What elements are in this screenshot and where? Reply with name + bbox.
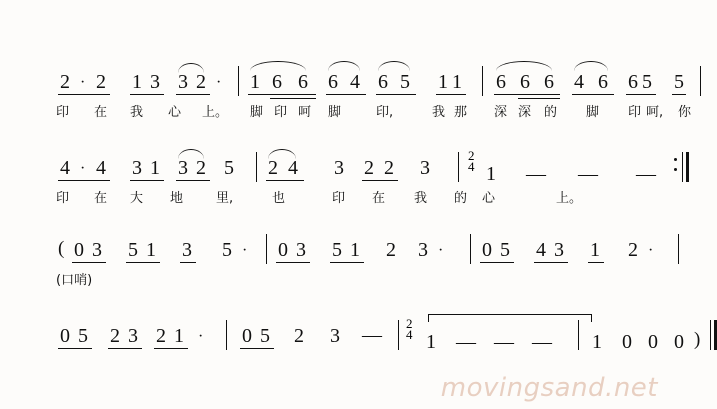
note: 2: [196, 157, 206, 179]
beam-underline: [588, 262, 604, 263]
note: 5: [332, 239, 342, 261]
note: 3: [150, 71, 160, 93]
note: 1: [590, 239, 600, 261]
note: 5: [642, 71, 652, 93]
time-signature: [468, 150, 475, 172]
note: 1: [426, 331, 436, 353]
barline: [238, 66, 239, 96]
note: 1: [592, 331, 602, 353]
note: 0: [482, 239, 492, 261]
lyric: 上。: [202, 105, 229, 120]
beam-underline: [362, 180, 398, 181]
beam-underline: [534, 262, 568, 263]
note: 0: [674, 331, 684, 353]
beam-underline: [72, 262, 106, 263]
note: 5: [674, 71, 684, 93]
lyric: 我: [130, 105, 144, 120]
note: 4: [96, 157, 106, 179]
lyric: 印: [332, 191, 346, 206]
barline: [226, 320, 227, 350]
beam-underline: [326, 94, 366, 95]
lyric: 大: [130, 191, 144, 206]
lyric: 心: [482, 191, 496, 206]
dot: ·: [216, 74, 222, 91]
note-row-2: [50, 148, 656, 188]
beam-underline: [276, 262, 310, 263]
beam-underline: [58, 94, 110, 95]
note: 6: [298, 71, 308, 93]
lyric-row-2: [50, 188, 650, 214]
note: 3: [420, 157, 430, 179]
note: 4: [350, 71, 360, 93]
time-signature-unit: 4: [406, 327, 413, 342]
note: 1: [250, 71, 260, 93]
beam-underline: [108, 348, 142, 349]
note: 5: [224, 157, 234, 179]
note: 2: [628, 239, 638, 261]
music-system-3: [50, 230, 654, 296]
note: 3: [182, 239, 192, 261]
time-signature-unit: 4: [468, 159, 475, 174]
music-system-2: [50, 148, 656, 214]
beam-underline: [270, 98, 316, 99]
barline-thick: [686, 152, 689, 182]
note: 3: [178, 71, 188, 93]
lyric: 呵: [298, 105, 312, 120]
beam-underline: [176, 180, 210, 181]
lyric: 我: [432, 105, 446, 120]
sustain-dash: —: [362, 324, 382, 346]
barline: [398, 320, 399, 350]
sustain-dash: —: [636, 163, 656, 185]
sustain-dash: —: [456, 331, 476, 353]
lyric: 上。: [556, 191, 583, 206]
beam-underline: [494, 94, 560, 95]
lyric-whistle: (口哨): [56, 273, 93, 288]
note: 2: [196, 71, 206, 93]
note: 3: [132, 157, 142, 179]
time-signature-beats: 2: [406, 316, 413, 331]
beam-underline: [176, 94, 210, 95]
note: 3: [296, 239, 306, 261]
lyric: 在: [372, 191, 386, 206]
music-system-1: [50, 62, 692, 128]
dot: ·: [438, 242, 444, 259]
note-row-1: [50, 62, 684, 102]
note: 2: [156, 325, 166, 347]
time-signature: [406, 318, 413, 340]
note: 5: [500, 239, 510, 261]
note: 2: [96, 71, 106, 93]
note-row-4: [50, 316, 701, 356]
lyric: 心: [168, 105, 182, 120]
note: 1: [146, 239, 156, 261]
note: 6: [598, 71, 608, 93]
beam-underline: [248, 94, 316, 95]
lyric-row-3: [50, 270, 650, 296]
lyric: 在: [94, 105, 108, 120]
note: 2: [386, 239, 396, 261]
lyric: 印,: [376, 105, 394, 120]
lyric: 脚: [250, 105, 264, 120]
beam-underline: [240, 348, 274, 349]
dot: ·: [648, 242, 654, 259]
beam-underline: [376, 94, 416, 95]
note: 0: [74, 239, 84, 261]
phrase-bracket: [428, 314, 592, 322]
note: 6: [628, 71, 638, 93]
note: 0: [622, 331, 632, 353]
slur-arc: [378, 61, 410, 71]
barline-thin: [710, 320, 711, 350]
music-system-4: [50, 316, 701, 356]
beam-underline: [58, 348, 92, 349]
note: 1: [438, 71, 448, 93]
note: 3: [418, 239, 428, 261]
lyric: 印: [628, 105, 642, 120]
lyric: 印: [56, 105, 70, 120]
lyric: 深: [518, 105, 532, 120]
beam-underline: [436, 94, 466, 95]
beam-underline: [266, 180, 304, 181]
beam-underline: [130, 94, 164, 95]
lyric: 的: [544, 105, 558, 120]
note: 4: [574, 71, 584, 93]
note: 0: [278, 239, 288, 261]
repeat-dot: [674, 168, 677, 171]
lyric: 的: [454, 191, 468, 206]
close-paren: ): [694, 329, 701, 350]
dot: ·: [242, 242, 248, 259]
lyric: 我: [414, 191, 428, 206]
note: 1: [174, 325, 184, 347]
lyric: 深: [494, 105, 508, 120]
note: 6: [328, 71, 338, 93]
lyric: 呵,: [646, 105, 664, 120]
note-row-3: [50, 230, 654, 270]
note: 3: [92, 239, 102, 261]
barline: [678, 234, 679, 264]
note: 6: [544, 71, 554, 93]
beam-underline: [58, 180, 110, 181]
beam-underline: [480, 262, 514, 263]
sustain-dash: —: [494, 331, 514, 353]
repeat-dot: [674, 158, 677, 161]
open-paren: (: [58, 238, 65, 259]
note: 0: [60, 325, 70, 347]
note: 1: [150, 157, 160, 179]
slur-arc: [328, 61, 360, 71]
sustain-dash: —: [526, 163, 546, 185]
note: 1: [452, 71, 462, 93]
note: 2: [384, 157, 394, 179]
barline: [256, 152, 257, 182]
sustain-dash: —: [532, 331, 552, 353]
dot: ·: [80, 160, 86, 177]
note: 3: [554, 239, 564, 261]
note: 6: [520, 71, 530, 93]
note: 1: [132, 71, 142, 93]
note: 3: [334, 157, 344, 179]
beam-underline: [126, 262, 160, 263]
note: 1: [486, 163, 496, 185]
slur-arc: [496, 61, 552, 71]
note: 3: [330, 325, 340, 347]
note: 2: [364, 157, 374, 179]
note: 6: [272, 71, 282, 93]
lyric: 脚: [328, 105, 342, 120]
note: 4: [536, 239, 546, 261]
dot: ·: [198, 328, 204, 345]
beam-underline: [330, 262, 364, 263]
note: 0: [242, 325, 252, 347]
beam-underline: [626, 94, 656, 95]
note: 2: [294, 325, 304, 347]
note: 2: [268, 157, 278, 179]
note: 0: [648, 331, 658, 353]
note: 6: [378, 71, 388, 93]
beam-underline: [518, 98, 560, 99]
beam-underline: [180, 262, 196, 263]
note: 4: [60, 157, 70, 179]
note: 6: [496, 71, 506, 93]
beam-underline: [154, 348, 188, 349]
note: 5: [78, 325, 88, 347]
watermark: movingsand.net: [440, 373, 658, 403]
note: 4: [288, 157, 298, 179]
lyric: 地: [170, 191, 184, 206]
lyric: 脚: [586, 105, 600, 120]
barline-thin: [682, 152, 683, 182]
beam-underline: [572, 94, 614, 95]
beam-underline: [130, 180, 164, 181]
barline: [470, 234, 471, 264]
note: 5: [260, 325, 270, 347]
lyric: 里,: [216, 191, 234, 206]
note: 5: [222, 239, 232, 261]
note: 2: [110, 325, 120, 347]
lyric: 在: [94, 191, 108, 206]
repeat-dots: [674, 158, 677, 178]
slur-arc: [574, 61, 608, 71]
lyric: 你: [678, 105, 692, 120]
lyric-row-1: [50, 102, 692, 128]
note: 5: [128, 239, 138, 261]
beam-underline: [672, 94, 686, 95]
dot: ·: [80, 74, 86, 91]
barline: [482, 66, 483, 96]
barline: [458, 152, 459, 182]
time-signature-beats: 2: [468, 148, 475, 163]
lyric: 印: [274, 105, 288, 120]
barline: [266, 234, 267, 264]
slur-arc: [250, 61, 306, 71]
note: 3: [178, 157, 188, 179]
note: 1: [350, 239, 360, 261]
sustain-dash: —: [578, 163, 598, 185]
lyric: 那: [454, 105, 468, 120]
note: 3: [128, 325, 138, 347]
lyric: 印: [56, 191, 70, 206]
note: 5: [400, 71, 410, 93]
lyric: 也: [272, 191, 286, 206]
note: 2: [60, 71, 70, 93]
barline: [578, 320, 579, 350]
barline: [700, 66, 701, 96]
